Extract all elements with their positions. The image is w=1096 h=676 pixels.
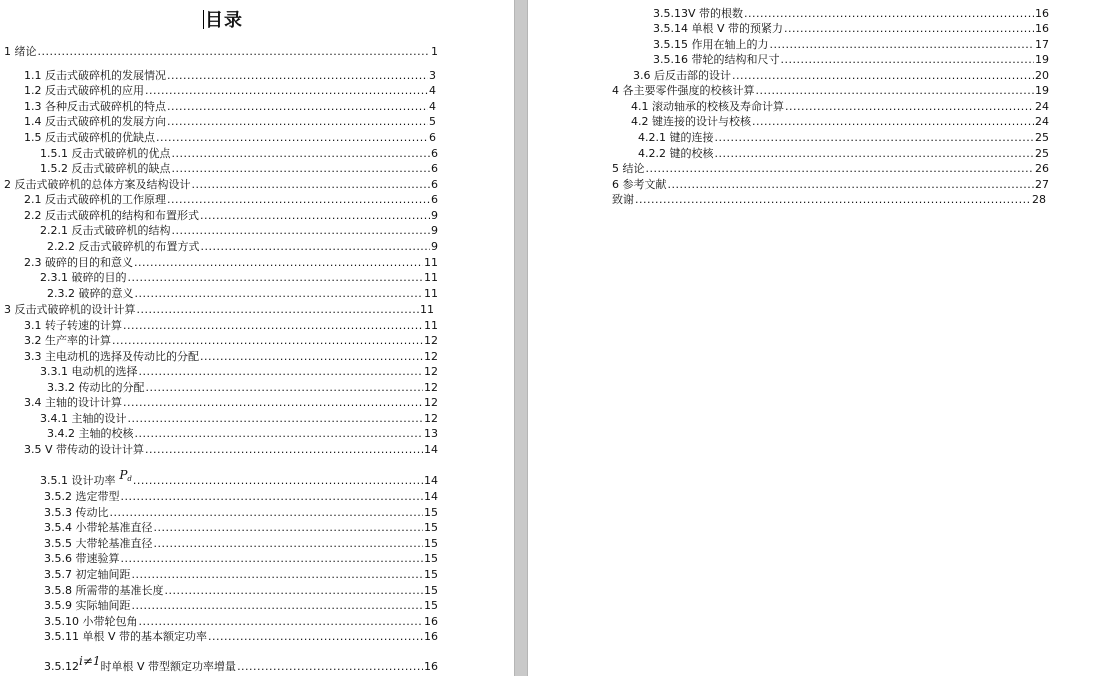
toc-entry-label [40, 147, 171, 160]
toc-entry-page: 15 [424, 537, 438, 550]
toc-entry-label [612, 178, 667, 191]
toc-entry-text: 3.5.16 带轮的结构和尺寸 [653, 53, 780, 66]
dot-leader [172, 224, 431, 237]
toc-entry-text: 3.4.1 主轴的设计 [40, 412, 127, 425]
toc-entry-label [612, 84, 755, 97]
toc-entry[interactable] [612, 82, 1049, 97]
toc-entry[interactable] [47, 285, 438, 300]
toc-entry-page: 28 [1032, 193, 1046, 206]
toc-entry[interactable] [631, 98, 1049, 113]
dot-leader [172, 147, 431, 160]
dot-leader [192, 178, 431, 191]
dot-leader [167, 193, 430, 206]
dot-leader [133, 474, 423, 487]
toc-entry-label [24, 443, 144, 456]
toc-entry-label [40, 412, 127, 425]
dot-leader [715, 131, 1035, 144]
toc-entry-page: 4 [429, 84, 436, 97]
toc-entry-text: 4 各主要零件强度的校核计算 [612, 84, 755, 97]
toc-entry-label [631, 100, 784, 113]
toc-entry-text: 1.2 反击式破碎机的应用 [24, 84, 144, 97]
toc-entry[interactable] [24, 113, 436, 128]
toc-entry-label [653, 38, 768, 51]
dot-leader [112, 334, 423, 347]
dot-leader [756, 84, 1035, 97]
toc-entry-page: 11 [424, 319, 438, 332]
toc-entry-label [24, 131, 155, 144]
toc-entry-text: 1.5.2 反击式破碎机的缺点 [40, 162, 171, 175]
toc-entry-text: 2 反击式破碎机的总体方案及结构设计 [4, 178, 191, 191]
dot-leader [646, 162, 1035, 175]
toc-entry-text: 2.2 反击式破碎机的结构和布置形式 [24, 209, 199, 222]
toc-entry-page: 5 [429, 115, 436, 128]
dot-leader [668, 178, 1035, 191]
toc-entry[interactable] [638, 145, 1049, 160]
toc-entry-page: 15 [424, 521, 438, 534]
toc-entry[interactable] [40, 363, 438, 378]
toc-entry[interactable] [44, 613, 438, 628]
dot-leader [139, 365, 424, 378]
dot-leader [167, 100, 428, 113]
toc-entry[interactable] [24, 82, 436, 97]
toc-entry[interactable] [44, 519, 438, 534]
toc-entry-text: 3.5.13V 带的根数 [653, 7, 744, 20]
toc-entry-page: 17 [1035, 38, 1049, 51]
dot-leader [167, 69, 428, 82]
toc-entry-page: 12 [424, 334, 438, 347]
toc-entry-label [24, 193, 166, 206]
dot-leader [137, 303, 420, 316]
toc-entry-page: 16 [424, 630, 438, 643]
toc-entry-page: 14 [424, 443, 438, 456]
toc-entry-label [44, 506, 109, 519]
dot-leader [123, 396, 423, 409]
toc-entry-page: 6 [431, 162, 438, 175]
toc-entry-page: 6 [431, 193, 438, 206]
dot-leader [200, 350, 423, 363]
toc-entry-text: 1 绪论 [4, 45, 37, 58]
toc-entry-label [24, 115, 166, 128]
toc-entry-page: 27 [1035, 178, 1049, 191]
dot-leader [121, 490, 424, 503]
toc-entry-text: 3.5.2 选定带型 [44, 490, 120, 503]
toc-entry-text: 2.2.2 反击式破碎机的布置方式 [47, 240, 200, 253]
toc-entry-label [24, 334, 111, 347]
toc-entry[interactable] [24, 98, 436, 113]
toc-entry[interactable] [24, 67, 436, 82]
toc-entry-text: 2.3.1 破碎的目的 [40, 271, 127, 284]
toc-entry-page: 12 [424, 350, 438, 363]
toc-entry-label [44, 490, 120, 503]
toc-entry[interactable] [612, 176, 1049, 191]
toc-entry-page: 6 [431, 178, 438, 191]
toc-entry[interactable] [24, 129, 436, 144]
toc-entry-page: 6 [429, 131, 436, 144]
dot-leader [785, 100, 1034, 113]
toc-entry-page: 12 [424, 396, 438, 409]
toc-entry[interactable] [24, 254, 438, 269]
toc-entry[interactable] [47, 379, 438, 394]
toc-entry[interactable] [4, 43, 438, 58]
toc-entry[interactable] [633, 67, 1049, 82]
dot-leader [145, 443, 423, 456]
toc-entry-page: 9 [431, 224, 438, 237]
toc-entry-text: 1.3 各种反击式破碎机的特点 [24, 100, 166, 113]
toc-entry-label [44, 552, 120, 565]
dot-leader [134, 256, 423, 269]
toc-entry[interactable] [40, 467, 438, 487]
toc-title: 目录 [205, 10, 243, 31]
toc-entry-page: 11 [424, 256, 438, 269]
toc-entry-text: 3.5.4 小带轮基准直径 [44, 521, 153, 534]
toc-entry[interactable] [653, 5, 1049, 20]
toc-entry-label [24, 256, 133, 269]
toc-entry-label [4, 45, 37, 58]
dot-leader [156, 131, 428, 144]
toc-entry-page: 4 [429, 100, 436, 113]
toc-entry-text: 3.5.7 初定轴间距 [44, 568, 131, 581]
page-gutter [514, 0, 528, 676]
toc-entry[interactable] [612, 160, 1049, 175]
toc-entry-page: 3 [429, 69, 436, 82]
toc-entry-label [24, 350, 199, 363]
toc-entry-text: 4.2 键连接的设计与校核 [631, 115, 751, 128]
toc-entry-label [24, 396, 122, 409]
toc-entry[interactable] [40, 410, 438, 425]
toc-entry[interactable] [4, 301, 434, 316]
toc-entry-label [4, 303, 136, 316]
toc-entry-label [40, 271, 127, 284]
toc-entry-text: 3.5.1 设计功率 [40, 474, 116, 487]
toc-entry[interactable] [24, 332, 438, 347]
dot-leader [165, 584, 424, 597]
toc-entry-label [638, 147, 714, 160]
dot-leader [110, 506, 424, 519]
toc-entry-text: 2.2.1 反击式破碎机的结构 [40, 224, 171, 237]
toc-entry-label [612, 193, 634, 206]
toc-entry-text: 4.2.1 键的连接 [638, 131, 714, 144]
dot-leader [135, 287, 424, 300]
dot-leader [138, 615, 423, 628]
toc-entry-page: 1 [431, 45, 438, 58]
dot-leader [744, 7, 1034, 20]
toc-entry-label [44, 537, 153, 550]
toc-entry[interactable] [653, 20, 1049, 35]
dot-leader [132, 568, 424, 581]
toc-entry-page: 15 [424, 599, 438, 612]
toc-entry-text: 3.5.10 小带轮包角 [44, 615, 138, 628]
toc-entry-text: 3.5.3 传动比 [44, 506, 109, 519]
toc-entry-page: 16 [424, 615, 438, 628]
toc-entry-page: 12 [424, 412, 438, 425]
toc-entry[interactable] [47, 238, 438, 253]
toc-entry-text: 3.5.9 实际轴间距 [44, 599, 131, 612]
toc-entry-label [633, 69, 731, 82]
toc-entry-label [44, 568, 131, 581]
toc-entry-page: 15 [424, 506, 438, 519]
toc-entry-label [4, 178, 191, 191]
toc-entry-label [44, 521, 153, 534]
dot-leader [201, 240, 431, 253]
toc-entry-page: 15 [424, 552, 438, 565]
toc-entry-page: 25 [1035, 147, 1049, 160]
dot-leader [715, 147, 1035, 160]
dot-leader [154, 521, 424, 534]
toc-entry-text: 3 反击式破碎机的设计计算 [4, 303, 136, 316]
toc-entry-label [44, 655, 236, 673]
toc-entry-text: 6 参考文献 [612, 178, 667, 191]
toc-entry-page: 15 [424, 584, 438, 597]
toc-entry-page: 25 [1035, 131, 1049, 144]
toc-entry[interactable] [44, 653, 438, 673]
toc-entry-label [638, 131, 714, 144]
dot-leader [732, 69, 1034, 82]
toc-entry-page: 24 [1035, 100, 1049, 113]
toc-entry[interactable] [24, 191, 438, 206]
dot-leader [128, 271, 424, 284]
toc-entry-page: 20 [1035, 69, 1049, 82]
toc-entry-label [653, 22, 783, 35]
toc-entry[interactable] [40, 222, 438, 237]
toc-entry-label [24, 84, 144, 97]
toc-entry[interactable] [44, 582, 438, 597]
toc-entry-text: 3.5.15 作用在轴上的力 [653, 38, 769, 51]
formula-pd: $P_d$ [115, 468, 132, 483]
dot-leader [172, 162, 431, 175]
toc-entry-label [40, 365, 138, 378]
dot-leader [132, 599, 424, 612]
toc-entry-label [47, 287, 134, 300]
toc-entry-label [612, 162, 645, 175]
toc-entry-text: 3.2 生产率的计算 [24, 334, 111, 347]
toc-entry-text: 4.2.2 键的校核 [638, 147, 714, 160]
toc-entry-text: 1.5 反击式破碎机的优缺点 [24, 131, 155, 144]
toc-entry-label [44, 630, 207, 643]
toc-entry-page: 16 [1035, 7, 1049, 20]
dot-leader [154, 537, 424, 550]
toc-entry[interactable] [40, 145, 438, 160]
dot-leader [208, 630, 423, 643]
dot-leader [38, 45, 431, 58]
toc-entry-text: 3.3.1 电动机的选择 [40, 365, 138, 378]
toc-entry-text: 3.5.5 大带轮基准直径 [44, 537, 153, 550]
toc-entry-text: 3.5.8 所需带的基准长度 [44, 584, 164, 597]
toc-entry[interactable] [44, 566, 438, 581]
toc-entry[interactable] [24, 348, 438, 363]
toc-entry-text: 4.1 滚动轴承的校核及寿命计算 [631, 100, 784, 113]
toc-entry-page: 11 [420, 303, 434, 316]
toc-entry-page: 11 [424, 271, 438, 284]
toc-entry-text: 3.6 后反击部的设计 [633, 69, 731, 82]
toc-entry-text: 3.5 V 带传动的设计计算 [24, 443, 145, 456]
dot-leader [769, 38, 1034, 51]
toc-entry-text: 1.4 反击式破碎机的发展方向 [24, 115, 166, 128]
toc-entry-text: 3.4.2 主轴的校核 [47, 427, 134, 440]
toc-entry-page: 6 [431, 147, 438, 160]
toc-entry-text: 2.1 反击式破碎机的工作原理 [24, 193, 166, 206]
toc-entry-label [44, 615, 137, 628]
toc-entry[interactable] [40, 269, 438, 284]
toc-entry-page: 16 [1035, 22, 1049, 35]
text-cursor [203, 10, 204, 29]
dot-leader [780, 53, 1034, 66]
toc-entry-label [653, 7, 743, 20]
toc-entry-page: 26 [1035, 162, 1049, 175]
toc-entry-label [44, 599, 131, 612]
formula-i-not-equal-1: i≠1 [79, 654, 101, 668]
toc-entry[interactable] [44, 535, 438, 550]
toc-entry-label [631, 115, 751, 128]
toc-entry-label [40, 162, 171, 175]
toc-entry-page: 14 [424, 490, 438, 503]
toc-entry-text: 致谢 [612, 193, 634, 206]
toc-entry-text: 5 结论 [612, 162, 645, 175]
toc-entry-page: 13 [424, 427, 438, 440]
toc-entry[interactable] [44, 504, 438, 519]
dot-leader [135, 427, 424, 440]
dot-leader [200, 209, 430, 222]
toc-entry[interactable] [653, 51, 1049, 66]
dot-leader [635, 193, 1031, 206]
toc-entry-text: 1.5.1 反击式破碎机的优点 [40, 147, 171, 160]
toc-entry-text: 3.5.6 带速验算 [44, 552, 120, 565]
toc-entry[interactable] [44, 550, 438, 565]
toc-entry-text: 3.4 主轴的设计计算 [24, 396, 122, 409]
toc-entry[interactable] [4, 176, 438, 191]
toc-entry-label [47, 427, 134, 440]
dot-leader [237, 660, 423, 673]
toc-entry-text: 2.3 破碎的目的和意义 [24, 256, 133, 269]
toc-entry-page: 11 [424, 287, 438, 300]
toc-entry[interactable] [44, 597, 438, 612]
dot-leader [121, 552, 424, 565]
toc-entry-page: 24 [1035, 115, 1049, 128]
toc-entry-page: 19 [1035, 84, 1049, 97]
toc-entry[interactable] [631, 113, 1049, 128]
toc-entry[interactable] [24, 441, 438, 456]
toc-entry-label [44, 584, 164, 597]
toc-entry-label [47, 381, 145, 394]
toc-entry-text: 3.3.2 传动比的分配 [47, 381, 145, 394]
toc-entry-text: 时单根 V 带型额定功率增量 [100, 660, 237, 673]
toc-entry[interactable] [24, 317, 438, 332]
toc-entry-number: 3.5.12 [44, 660, 79, 673]
toc-entry-label [40, 224, 171, 237]
toc-entry-label [40, 469, 132, 487]
toc-entry-text: 3.3 主电动机的选择及传动比的分配 [24, 350, 199, 363]
toc-entry[interactable] [40, 160, 438, 175]
toc-entry-text: 3.5.11 单根 V 带的基本额定功率 [44, 630, 208, 643]
toc-entry-text: 3.1 转子转速的计算 [24, 319, 122, 332]
dot-leader [123, 319, 423, 332]
toc-entry[interactable] [638, 129, 1049, 144]
toc-entry-page: 16 [424, 660, 438, 673]
toc-entry-label [24, 100, 166, 113]
toc-entry[interactable] [653, 36, 1049, 51]
dot-leader [167, 115, 428, 128]
dot-leader [784, 22, 1034, 35]
dot-leader [145, 84, 428, 97]
toc-entry-label [24, 319, 122, 332]
toc-entry-label [24, 69, 166, 82]
toc-entry-page: 15 [424, 568, 438, 581]
toc-entry[interactable] [612, 191, 1046, 206]
toc-entry-text: 3.5.14 单根 V 带的预紧力 [653, 22, 784, 35]
toc-entry[interactable] [24, 207, 438, 222]
toc-entry-label [47, 240, 200, 253]
toc-entry-page: 19 [1035, 53, 1049, 66]
toc-entry-page: 12 [424, 381, 438, 394]
dot-leader [146, 381, 424, 394]
toc-entry-page: 9 [431, 209, 438, 222]
toc-entry[interactable] [24, 394, 438, 409]
toc-entry-label [24, 209, 199, 222]
toc-entry[interactable] [44, 628, 438, 643]
toc-entry-page: 12 [424, 365, 438, 378]
toc-entry-text: 1.1 反击式破碎机的发展情况 [24, 69, 166, 82]
dot-leader [128, 412, 424, 425]
dot-leader [752, 115, 1034, 128]
toc-entry-page: 9 [431, 240, 438, 253]
toc-entry[interactable] [47, 425, 438, 440]
toc-entry-page: 14 [424, 474, 438, 487]
toc-entry-text: 2.3.2 破碎的意义 [47, 287, 134, 300]
toc-entry[interactable] [44, 488, 438, 503]
toc-entry-label [653, 53, 779, 66]
